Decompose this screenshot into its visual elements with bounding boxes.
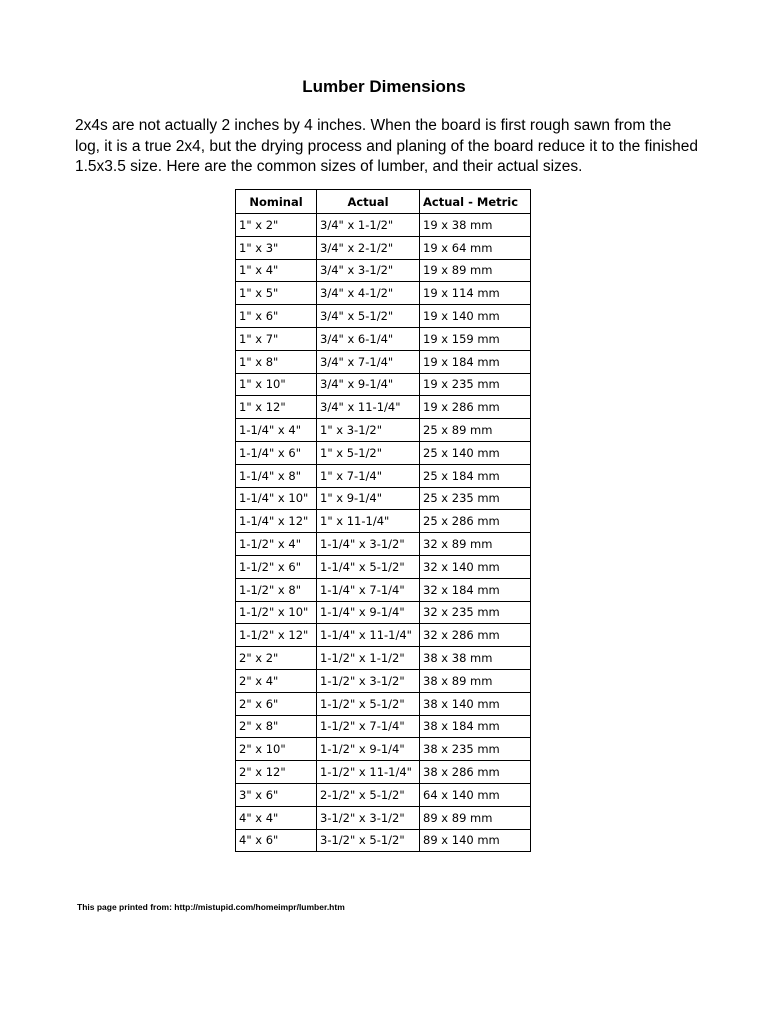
table-row	[236, 327, 531, 350]
cell-metric: 38 x 89 mm	[420, 669, 531, 692]
header-actual-metric: Actual - Metric	[420, 190, 531, 214]
table-row	[236, 236, 531, 259]
table-row	[236, 601, 531, 624]
table-row	[236, 761, 531, 784]
table-row	[236, 510, 531, 533]
cell-nominal: 1" x 12"	[236, 396, 317, 419]
cell-metric: 64 x 140 mm	[420, 783, 531, 806]
cell-actual: 3/4" x 1-1/2"	[317, 214, 420, 237]
table-header-row	[236, 190, 531, 214]
cell-nominal: 1-1/4" x 8"	[236, 464, 317, 487]
cell-actual: 3/4" x 3-1/2"	[317, 259, 420, 282]
cell-actual: 1" x 3-1/2"	[317, 419, 420, 442]
cell-actual: 1-1/2" x 1-1/2"	[317, 647, 420, 670]
cell-metric: 38 x 38 mm	[420, 647, 531, 670]
table-row	[236, 464, 531, 487]
cell-metric: 38 x 235 mm	[420, 738, 531, 761]
cell-metric: 25 x 89 mm	[420, 419, 531, 442]
table-row	[236, 282, 531, 305]
cell-nominal: 1" x 8"	[236, 350, 317, 373]
cell-actual: 3/4" x 5-1/2"	[317, 305, 420, 328]
table-row	[236, 533, 531, 556]
cell-metric: 32 x 286 mm	[420, 624, 531, 647]
table-row	[236, 692, 531, 715]
cell-actual: 1" x 9-1/4"	[317, 487, 420, 510]
cell-nominal: 1" x 6"	[236, 305, 317, 328]
cell-nominal: 2" x 10"	[236, 738, 317, 761]
cell-actual: 3/4" x 4-1/2"	[317, 282, 420, 305]
table-row	[236, 715, 531, 738]
cell-actual: 1-1/4" x 7-1/4"	[317, 578, 420, 601]
cell-actual: 1-1/2" x 11-1/4"	[317, 761, 420, 784]
cell-metric: 89 x 89 mm	[420, 806, 531, 829]
cell-metric: 32 x 235 mm	[420, 601, 531, 624]
cell-nominal: 1-1/2" x 10"	[236, 601, 317, 624]
header-nominal: Nominal	[236, 190, 317, 214]
cell-metric: 25 x 235 mm	[420, 487, 531, 510]
cell-metric: 32 x 140 mm	[420, 555, 531, 578]
header-actual: Actual	[317, 190, 420, 214]
cell-metric: 19 x 64 mm	[420, 236, 531, 259]
cell-metric: 32 x 89 mm	[420, 533, 531, 556]
table-row	[236, 214, 531, 237]
table-row	[236, 783, 531, 806]
cell-metric: 38 x 140 mm	[420, 692, 531, 715]
cell-actual: 3/4" x 11-1/4"	[317, 396, 420, 419]
cell-actual: 1-1/2" x 7-1/4"	[317, 715, 420, 738]
table-row	[236, 829, 531, 852]
cell-actual: 3/4" x 6-1/4"	[317, 327, 420, 350]
table-row	[236, 441, 531, 464]
cell-metric: 38 x 286 mm	[420, 761, 531, 784]
cell-metric: 19 x 235 mm	[420, 373, 531, 396]
cell-nominal: 1-1/4" x 6"	[236, 441, 317, 464]
lumber-dimensions-table	[235, 189, 531, 852]
cell-metric: 38 x 184 mm	[420, 715, 531, 738]
table-row	[236, 578, 531, 601]
cell-nominal: 4" x 4"	[236, 806, 317, 829]
cell-metric: 32 x 184 mm	[420, 578, 531, 601]
cell-metric: 19 x 89 mm	[420, 259, 531, 282]
table-row	[236, 669, 531, 692]
cell-actual: 1" x 11-1/4"	[317, 510, 420, 533]
table-row	[236, 624, 531, 647]
cell-actual: 3/4" x 7-1/4"	[317, 350, 420, 373]
cell-actual: 1-1/2" x 9-1/4"	[317, 738, 420, 761]
cell-actual: 3/4" x 9-1/4"	[317, 373, 420, 396]
cell-actual: 3-1/2" x 5-1/2"	[317, 829, 420, 852]
table-row	[236, 373, 531, 396]
table-row	[236, 647, 531, 670]
cell-metric: 19 x 140 mm	[420, 305, 531, 328]
cell-nominal: 2" x 8"	[236, 715, 317, 738]
cell-metric: 19 x 286 mm	[420, 396, 531, 419]
cell-actual: 1" x 7-1/4"	[317, 464, 420, 487]
cell-actual: 1-1/4" x 5-1/2"	[317, 555, 420, 578]
cell-actual: 1-1/2" x 5-1/2"	[317, 692, 420, 715]
table-row	[236, 350, 531, 373]
cell-nominal: 1-1/4" x 12"	[236, 510, 317, 533]
cell-actual: 1-1/4" x 9-1/4"	[317, 601, 420, 624]
cell-nominal: 2" x 6"	[236, 692, 317, 715]
cell-nominal: 1-1/2" x 12"	[236, 624, 317, 647]
table-row	[236, 738, 531, 761]
cell-actual: 1-1/4" x 3-1/2"	[317, 533, 420, 556]
table-row	[236, 396, 531, 419]
cell-metric: 89 x 140 mm	[420, 829, 531, 852]
cell-metric: 25 x 140 mm	[420, 441, 531, 464]
intro-paragraph: 2x4s are not actually 2 inches by 4 inches. When the board is first rough sawn from the log, it is a true 2x4, but the drying process and planing of the board reduce it to the finished 1.5x3.5 size. Here are the common sizes of lumber, and their actual sizes.	[75, 117, 698, 175]
cell-nominal: 1" x 7"	[236, 327, 317, 350]
cell-metric: 19 x 114 mm	[420, 282, 531, 305]
cell-nominal: 1" x 3"	[236, 236, 317, 259]
cell-nominal: 1" x 4"	[236, 259, 317, 282]
cell-metric: 25 x 286 mm	[420, 510, 531, 533]
cell-nominal: 1" x 5"	[236, 282, 317, 305]
cell-actual: 1-1/4" x 11-1/4"	[317, 624, 420, 647]
cell-nominal: 1-1/4" x 10"	[236, 487, 317, 510]
table-row	[236, 806, 531, 829]
page-title: Lumber Dimensions	[302, 77, 466, 96]
cell-nominal: 2" x 12"	[236, 761, 317, 784]
cell-actual: 3/4" x 2-1/2"	[317, 236, 420, 259]
cell-nominal: 1-1/2" x 6"	[236, 555, 317, 578]
table-row	[236, 487, 531, 510]
cell-nominal: 3" x 6"	[236, 783, 317, 806]
cell-nominal: 1-1/2" x 8"	[236, 578, 317, 601]
cell-metric: 19 x 159 mm	[420, 327, 531, 350]
cell-nominal: 2" x 4"	[236, 669, 317, 692]
cell-metric: 25 x 184 mm	[420, 464, 531, 487]
table-row	[236, 305, 531, 328]
cell-nominal: 1" x 2"	[236, 214, 317, 237]
cell-actual: 2-1/2" x 5-1/2"	[317, 783, 420, 806]
table-body	[236, 214, 531, 852]
table-row	[236, 259, 531, 282]
cell-nominal: 1" x 10"	[236, 373, 317, 396]
print-source-footer: This page printed from: http://mistupid.com/homeimpr/lumber.htm	[77, 902, 345, 912]
cell-nominal: 1-1/4" x 4"	[236, 419, 317, 442]
cell-metric: 19 x 184 mm	[420, 350, 531, 373]
cell-nominal: 4" x 6"	[236, 829, 317, 852]
cell-nominal: 1-1/2" x 4"	[236, 533, 317, 556]
cell-actual: 1" x 5-1/2"	[317, 441, 420, 464]
table-row	[236, 555, 531, 578]
cell-nominal: 2" x 2"	[236, 647, 317, 670]
cell-actual: 1-1/2" x 3-1/2"	[317, 669, 420, 692]
cell-metric: 19 x 38 mm	[420, 214, 531, 237]
cell-actual: 3-1/2" x 3-1/2"	[317, 806, 420, 829]
table-row	[236, 419, 531, 442]
